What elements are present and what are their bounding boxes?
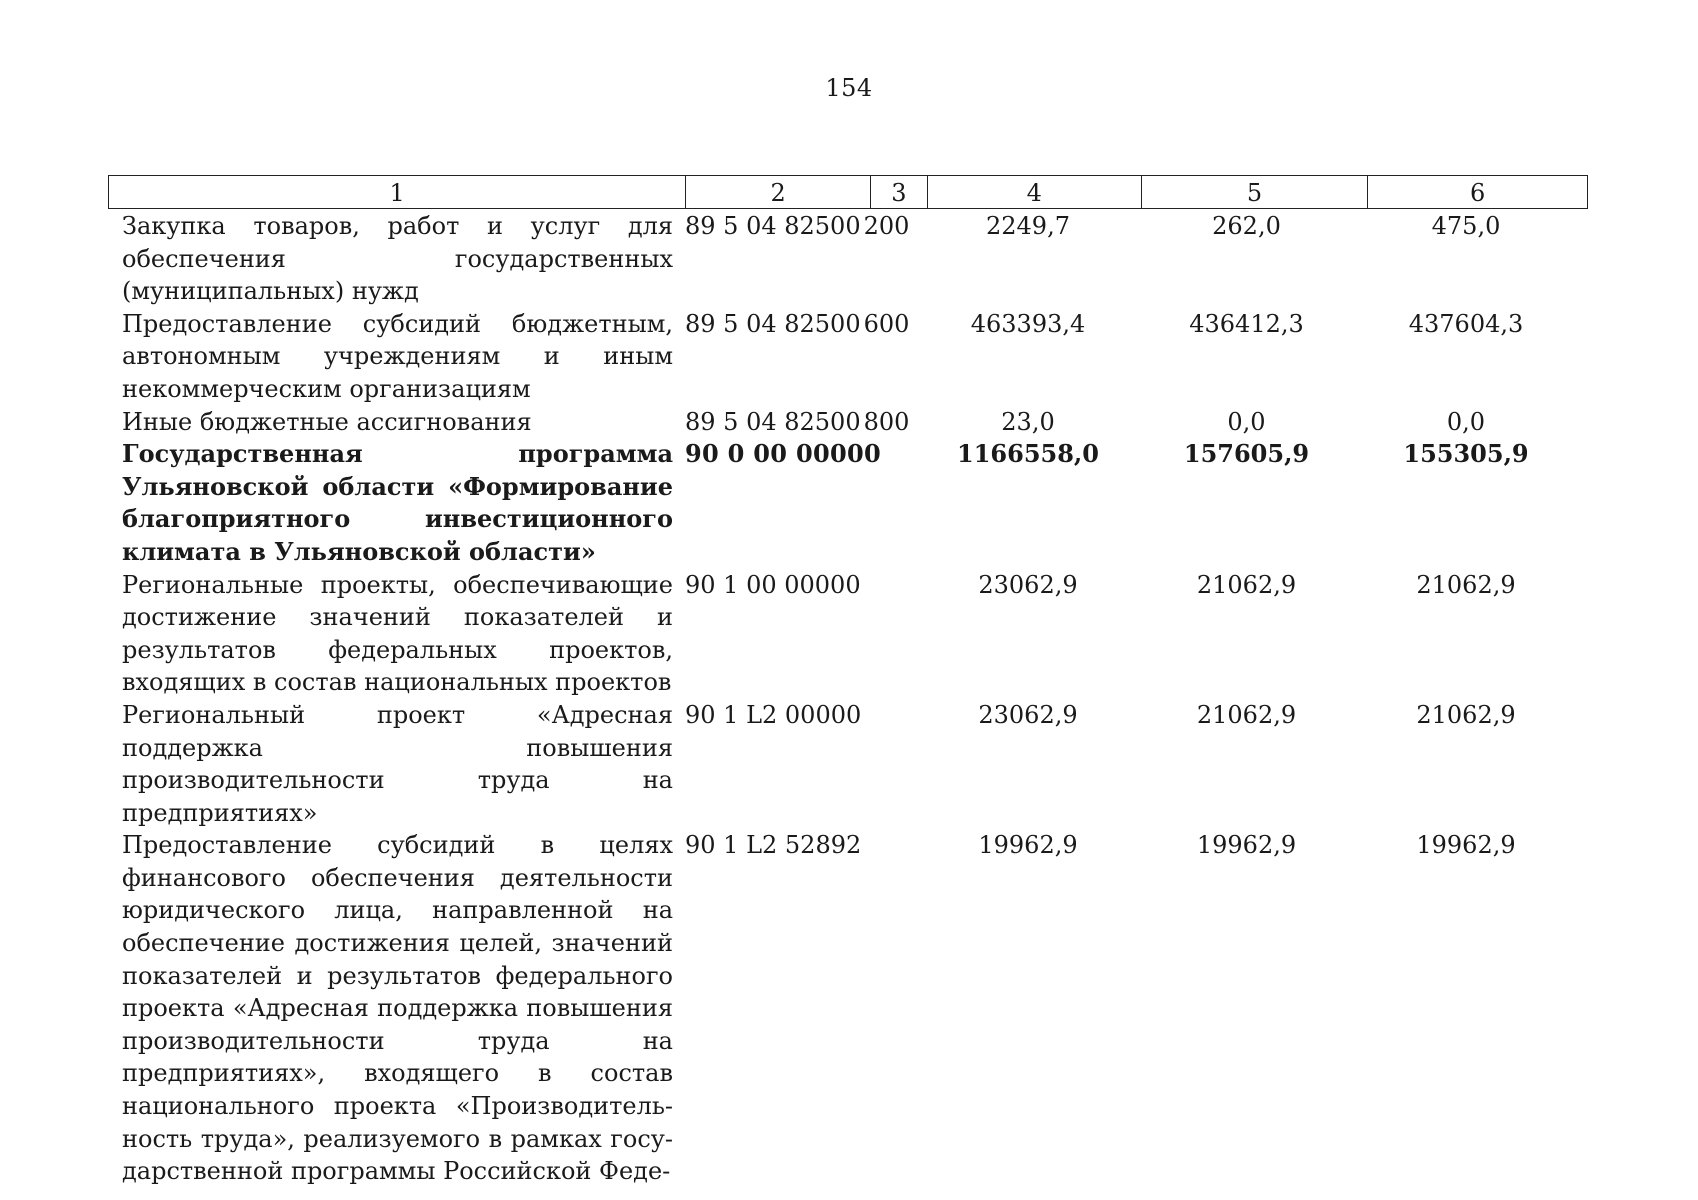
row-name: Региональные проекты, обеспечивающие достижение значений показателей и результатов федеральных проектов, входящих в состав национальных проектов bbox=[122, 570, 673, 697]
row-code: 89 5 04 82500 bbox=[685, 407, 861, 436]
row-type bbox=[858, 699, 915, 829]
row-value-6: 0,0 bbox=[1446, 407, 1486, 436]
row-code: 89 5 04 82500 bbox=[685, 309, 861, 338]
table-header bbox=[108, 175, 1588, 209]
header-col-6: 6 bbox=[1367, 176, 1587, 208]
row-value-4: 2249,7 bbox=[986, 212, 1070, 240]
row-value-5: 19962,9 bbox=[1196, 831, 1297, 860]
row-value-6: 21062,9 bbox=[1416, 700, 1516, 729]
row-value-6: 21062,9 bbox=[1416, 570, 1516, 599]
row-type bbox=[858, 829, 915, 1188]
row-type bbox=[858, 438, 915, 568]
row-value-4: 19962,9 bbox=[978, 831, 1078, 860]
table-row bbox=[108, 210, 1588, 308]
table-row bbox=[108, 699, 1588, 829]
table-row bbox=[108, 308, 1588, 406]
row-code: 89 5 04 82500 bbox=[685, 212, 861, 240]
row-type bbox=[858, 569, 915, 699]
header-col-5: 5 bbox=[1141, 176, 1368, 208]
page-number: 154 bbox=[825, 74, 873, 102]
table-row bbox=[108, 406, 1588, 439]
row-value-5: 157605,9 bbox=[1183, 439, 1310, 469]
row-value-4: 1166558,0 bbox=[957, 439, 1099, 469]
row-code: 90 1 00 00000 bbox=[685, 570, 861, 599]
row-value-4: 23062,9 bbox=[978, 700, 1078, 729]
table-row bbox=[108, 438, 1588, 568]
table-row bbox=[108, 829, 1588, 1188]
row-code: 90 0 00 00000 bbox=[685, 439, 881, 469]
row-name: Закупка товаров, работ и услуг для обеспечения государственных (муниципальных) нужд bbox=[122, 212, 673, 306]
row-name: Иные бюджетные ассигнования bbox=[122, 407, 532, 436]
row-value-4: 23062,9 bbox=[978, 570, 1078, 599]
row-value-5: 0,0 bbox=[1227, 407, 1266, 436]
row-value-6: 475,0 bbox=[1431, 212, 1501, 240]
row-name: Государственная программа Ульяновской области «Формирование благоприятного инвестиционного климата в Ульяновской области» bbox=[122, 439, 673, 566]
row-value-5: 436412,3 bbox=[1189, 309, 1304, 338]
row-name: Региональный проект «Адресная поддержка повышения производительности труда на предприятиях» bbox=[122, 700, 673, 827]
row-code: 90 1 L2 00000 bbox=[685, 700, 862, 729]
row-value-6: 19962,9 bbox=[1416, 831, 1516, 860]
row-type: 200 bbox=[863, 212, 910, 240]
row-value-5: 21062,9 bbox=[1196, 570, 1297, 599]
row-value-4: 23,0 bbox=[1001, 407, 1055, 436]
table-row bbox=[108, 569, 1588, 699]
header-col-2: 2 bbox=[685, 176, 870, 208]
row-name: Предоставление субсидий в целях финансового обеспечения деятельности юридического лица, направленной на обеспечение достижения целей, значений показателей и результатов федерального проекта «Адресная поддержка повышения производительности труда на предприятиях», входящего в состав национального проекта «Производительность труда», реализуемого в рамках государственной программы Российской Феде- bbox=[122, 831, 673, 1186]
row-name: Предоставление субсидий бюджетным, автономным учреждениям и иным некоммерческим организациям bbox=[122, 309, 673, 403]
row-code: 90 1 L2 52892 bbox=[685, 831, 862, 860]
table-body bbox=[108, 210, 1588, 1188]
row-value-5: 21062,9 bbox=[1196, 700, 1297, 729]
row-type: 600 bbox=[863, 309, 910, 338]
row-value-6: 437604,3 bbox=[1408, 309, 1524, 338]
header-col-4: 4 bbox=[927, 176, 1141, 208]
row-value-5: 262,0 bbox=[1212, 212, 1281, 240]
row-value-4: 463393,4 bbox=[970, 309, 1086, 338]
row-value-6: 155305,9 bbox=[1403, 439, 1529, 469]
header-col-1: 1 bbox=[389, 179, 405, 207]
row-type: 800 bbox=[863, 407, 910, 436]
header-col-3: 3 bbox=[870, 176, 927, 208]
